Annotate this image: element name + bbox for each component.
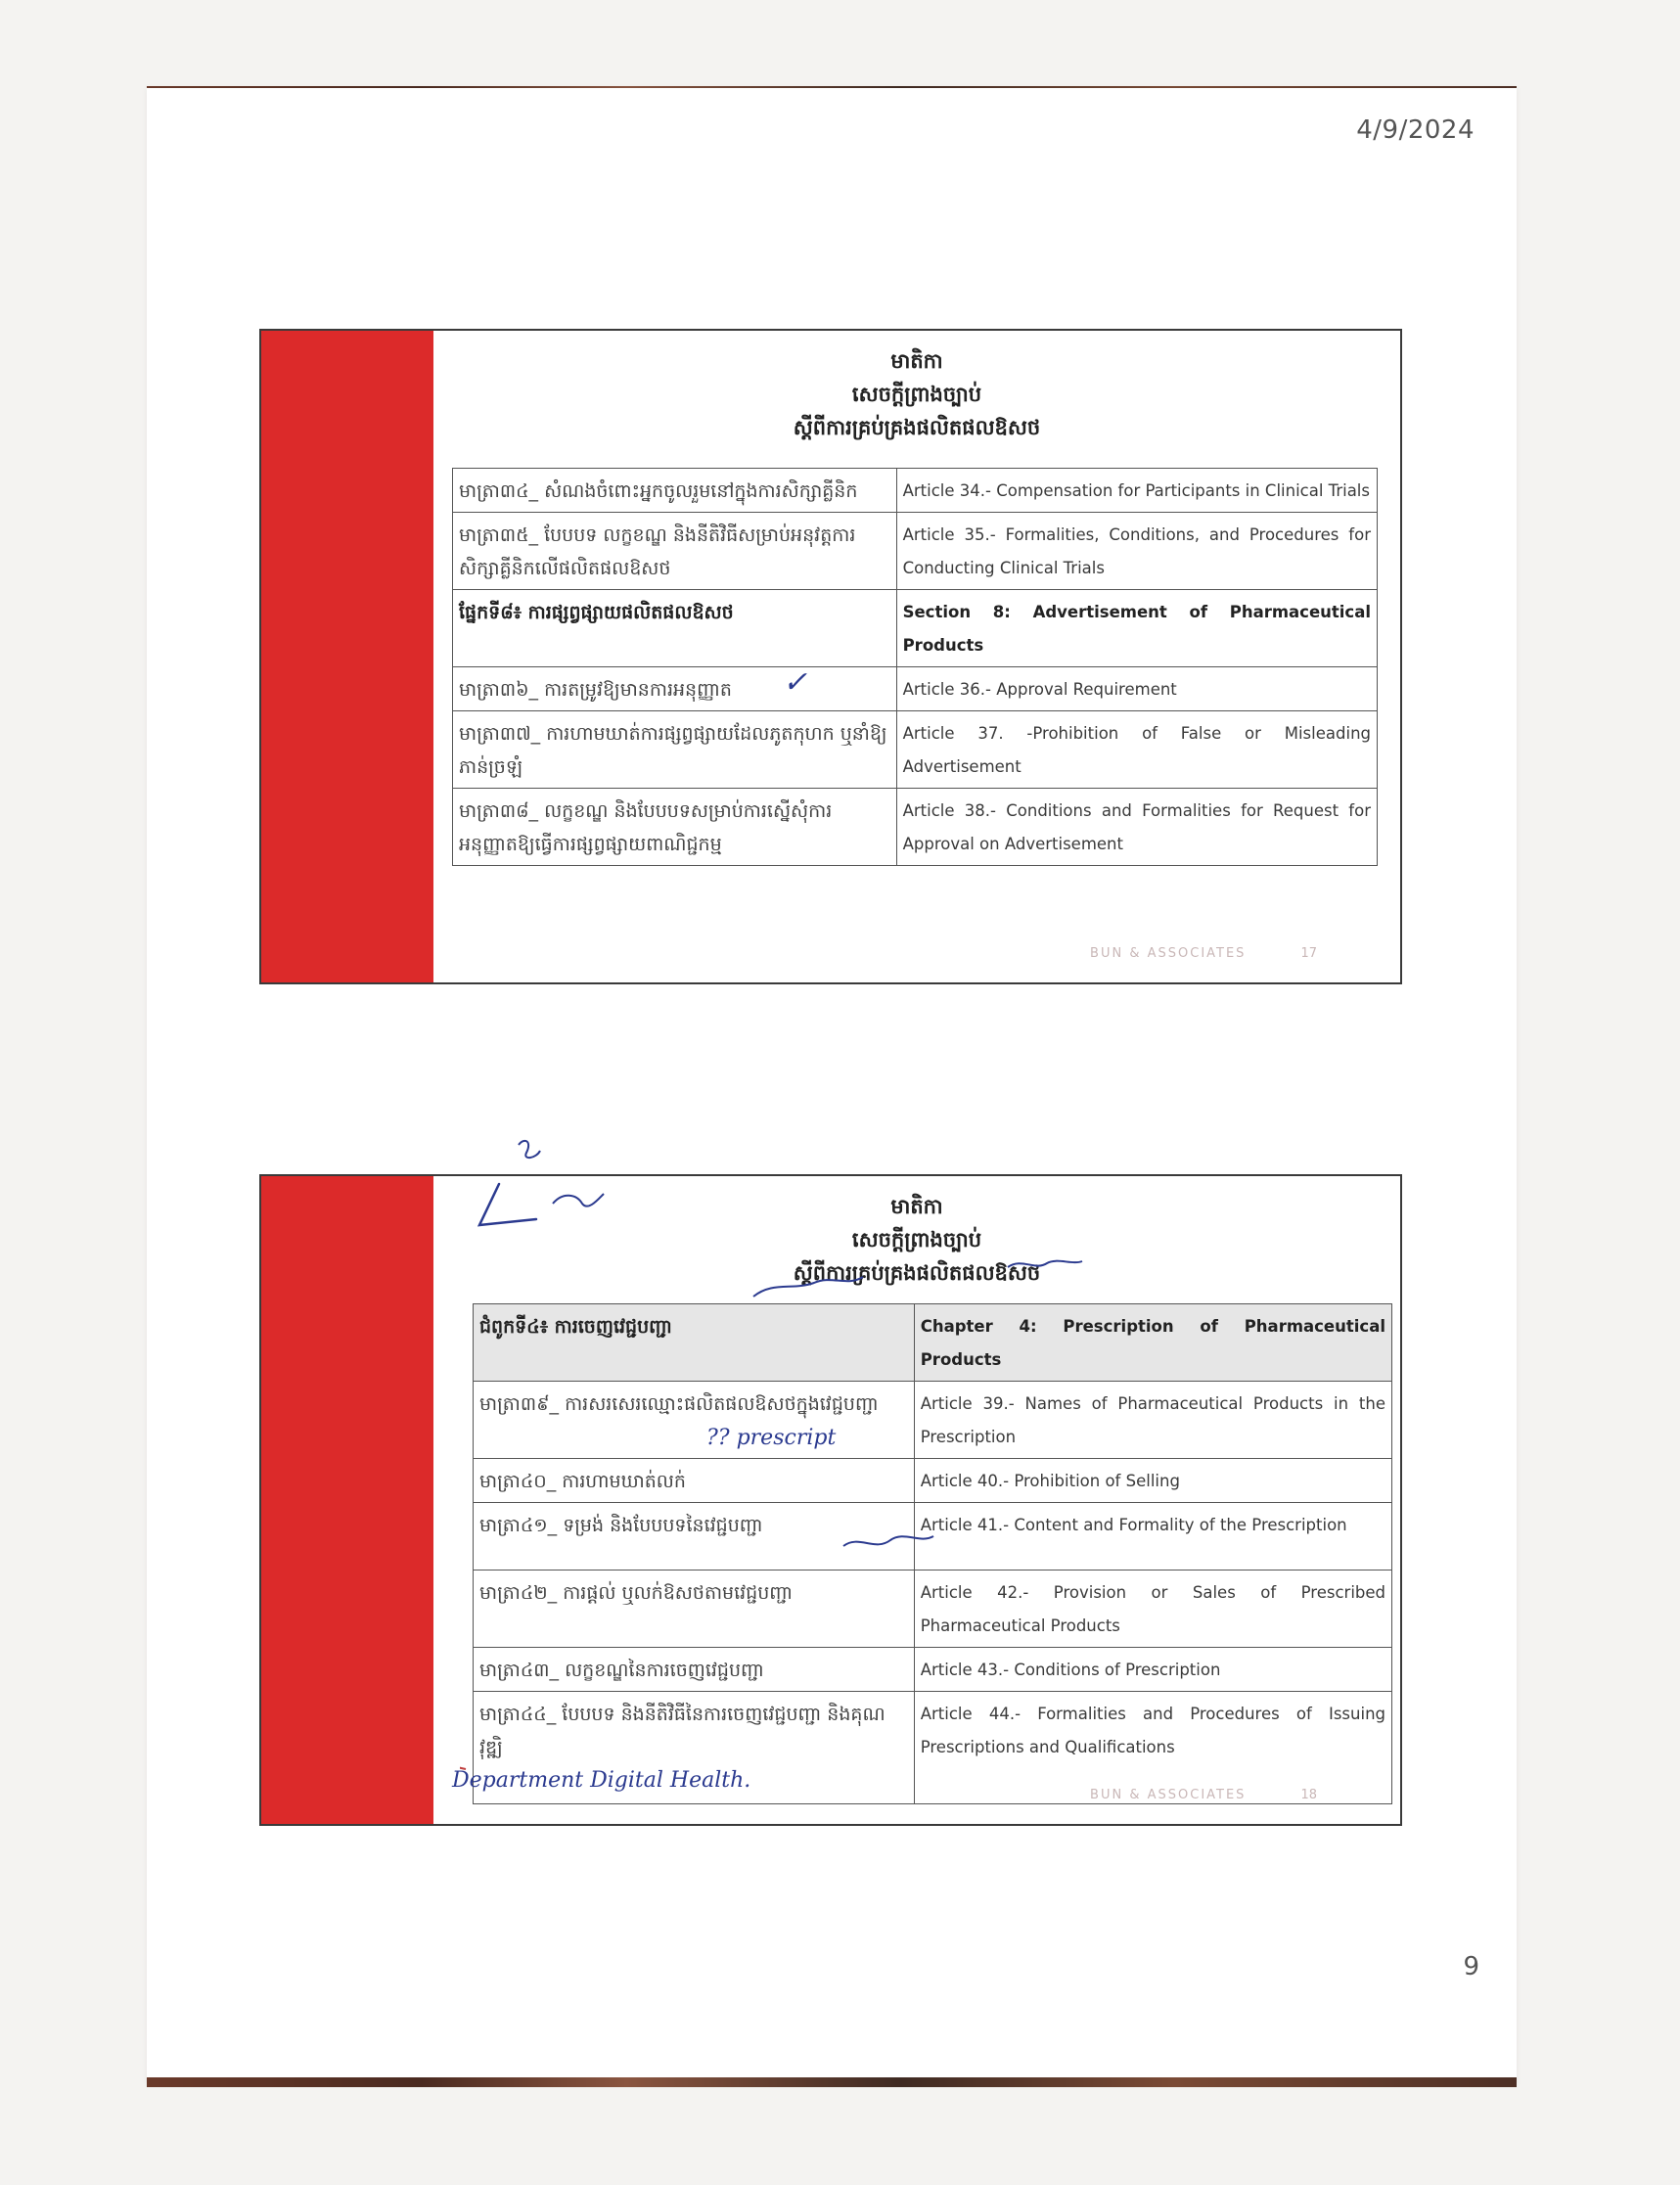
handwritten-scribble	[753, 1277, 863, 1297]
english-cell: Article 35.- Formalities, Conditions, and Procedures for Conducting Clinical Trials	[896, 513, 1377, 590]
english-cell: Article 41.- Content and Formality of the Prescription	[914, 1503, 1391, 1570]
page-number: 9	[1463, 1952, 1479, 1981]
handwritten-scribble	[519, 1141, 540, 1158]
slide-title-block	[433, 344, 1400, 444]
english-cell: Article 34.- Compensation for Participants in Clinical Trials	[896, 469, 1377, 513]
slide-title: មាតិកា	[890, 348, 943, 373]
khmer-cell: មាត្រា៤៣_ លក្ខខណ្ឌនៃការចេញវេជ្ជបញ្ជា	[474, 1648, 915, 1692]
english-cell: Article 36.- Approval Requirement	[896, 667, 1377, 711]
scan-edge-bottom	[147, 2077, 1517, 2087]
table-row	[453, 667, 1378, 711]
handwritten-margin-stroke	[460, 1722, 466, 1769]
slide-accent-bar	[261, 1176, 433, 1824]
table-row	[453, 590, 1378, 667]
khmer-cell: មាត្រា៣៤_ សំណងចំពោះអ្នកចូលរួមនៅក្នុងការសិក្សាគ្លីនិក	[453, 469, 897, 513]
khmer-cell: មាត្រា៤២_ ការផ្ដល់ ឬលក់ឱសថតាមវេជ្ជបញ្ជា	[474, 1570, 915, 1648]
footer-brand: BUN & ASSOCIATES	[1090, 1788, 1247, 1802]
khmer-cell: មាត្រា៤៤_ បែបបទ និងនីតិវិធីនៃការចេញវេជ្ជបញ្ជា និងគុណវុឌ្ឍិ	[474, 1692, 915, 1804]
khmer-cell: មាត្រា៣៦_ ការតម្រូវឱ្យមានការអនុញ្ញាត	[453, 667, 897, 711]
handwritten-arrow-stroke	[479, 1184, 536, 1225]
handwritten-note-prescript: ?? prescript	[706, 1426, 837, 1450]
khmer-cell: មាត្រា៣៩_ ការសរសេរឈ្មោះផលិតផលឱសថក្នុងវេជ្ជបញ្ជា	[474, 1382, 915, 1459]
khmer-chapter-cell: ជំពូកទី៤៖ ការចេញវេជ្ជបញ្ជា	[474, 1304, 915, 1382]
table-row	[453, 469, 1378, 513]
english-section-cell: Section 8: Advertisement of Pharmaceutical Products	[896, 590, 1377, 667]
slide-title: មាតិកា	[890, 1194, 943, 1218]
english-chapter-cell: Chapter 4: Prescription of Pharmaceutical Products	[914, 1304, 1391, 1382]
khmer-cell: មាត្រា៣៥_ បែបបទ លក្ខខណ្ឌ និងនីតិវិធីសម្រាប់អនុវត្តការសិក្សាគ្លីនិកលើផលិតផលឱសថ	[453, 513, 897, 590]
footer-brand: BUN & ASSOCIATES	[1090, 946, 1247, 961]
handwritten-note-department: Department Digital Health.	[452, 1768, 751, 1793]
table-row	[453, 513, 1378, 590]
table-row	[453, 711, 1378, 789]
english-cell: Article 44.- Formalities and Procedures of Issuing Prescriptions and Qualifications	[914, 1692, 1391, 1804]
slide-subtitle: សេចក្ដីព្រាងច្បាប់	[851, 1227, 982, 1252]
slide-accent-bar	[261, 331, 433, 982]
slide-subtitle: ស្ដីពីការគ្រប់គ្រងផលិតផលឱសថ	[793, 1260, 1041, 1285]
slide-subtitle: សេចក្ដីព្រាងច្បាប់	[851, 382, 982, 406]
slide-footer	[1090, 946, 1317, 961]
print-date: 4/9/2024	[1356, 115, 1475, 145]
slide-subtitle: ស្ដីពីការគ្រប់គ្រងផលិតផលឱសថ	[793, 415, 1041, 439]
khmer-cell: មាត្រា៤០_ ការហាមឃាត់លក់	[474, 1459, 915, 1503]
handwritten-scribble	[1008, 1261, 1082, 1267]
contents-table	[452, 468, 1378, 866]
khmer-section-cell: ផ្នែកទី៨៖ ការផ្សព្វផ្សាយផលិតផលឱសថ	[453, 590, 897, 667]
handwritten-scribble	[553, 1194, 604, 1206]
khmer-cell: មាត្រា៣៧_ ការហាមឃាត់ការផ្សព្វផ្សាយដែលភូតកុហក ឬនាំឱ្យភាន់ច្រឡំ	[453, 711, 897, 789]
table-row	[453, 789, 1378, 866]
handwritten-check-mark: ✓	[783, 665, 808, 700]
english-cell: Article 37. -Prohibition of False or Misleading Advertisement	[896, 711, 1377, 789]
slide-number: 18	[1300, 1788, 1317, 1802]
english-cell: Article 38.- Conditions and Formalities for Request for Approval on Advertisement	[896, 789, 1377, 866]
english-cell: Article 43.- Conditions of Prescription	[914, 1648, 1391, 1692]
english-cell: Article 42.- Provision or Sales of Prescribed Pharmaceutical Products	[914, 1570, 1391, 1648]
handwritten-scribble	[843, 1536, 933, 1546]
english-cell: Article 39.- Names of Pharmaceutical Products in the Prescription	[914, 1382, 1391, 1459]
handwritten-strokes	[460, 1135, 1438, 1840]
slide-17	[259, 329, 1402, 984]
khmer-cell: មាត្រា៤១_ ទម្រង់ និងបែបបទនៃវេជ្ជបញ្ជា	[474, 1503, 915, 1570]
english-cell: Article 40.- Prohibition of Selling	[914, 1459, 1391, 1503]
slide-number: 17	[1300, 946, 1317, 961]
khmer-cell: មាត្រា៣៨_ លក្ខខណ្ឌ និងបែបបទសម្រាប់ការស្នើសុំការអនុញ្ញាតឱ្យធ្វើការផ្សព្វផ្សាយពាណិជ្ជកម្ម	[453, 789, 897, 866]
